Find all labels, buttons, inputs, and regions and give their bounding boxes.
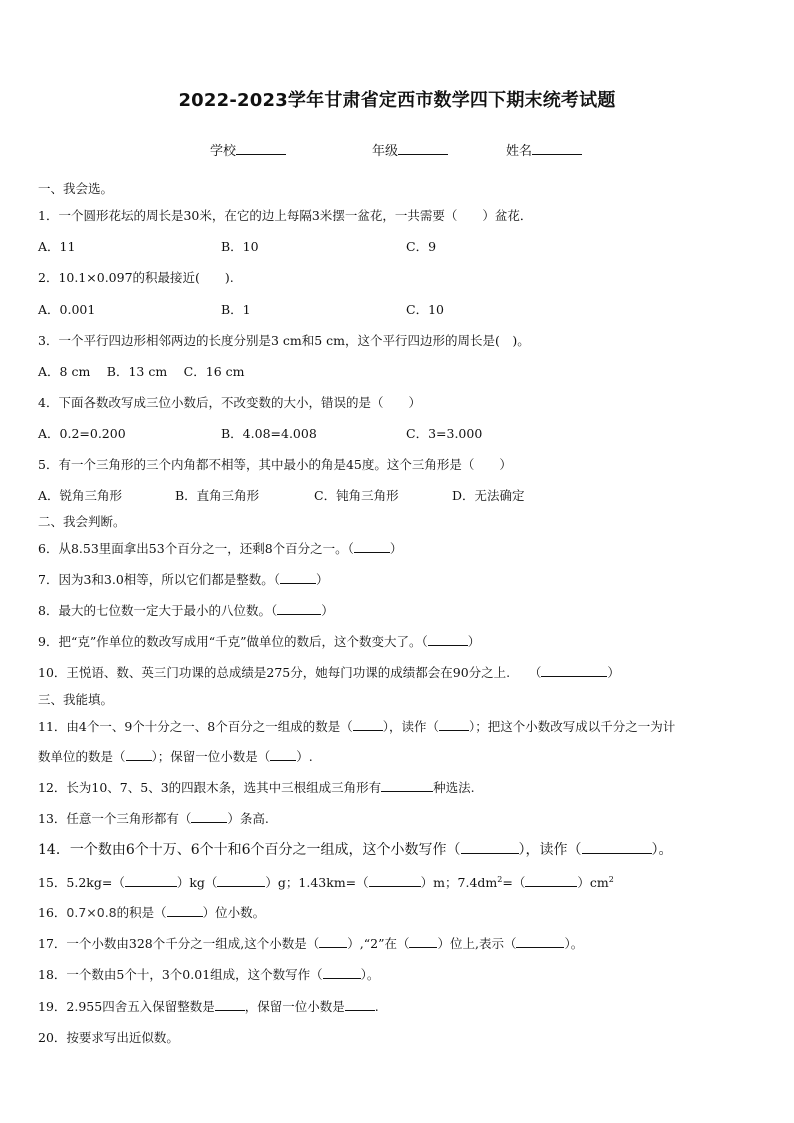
- question-16: 16．0.7×0.8的积是（ ）位小数。: [38, 905, 266, 920]
- answer-blank[interactable]: [191, 811, 227, 823]
- answer-blank[interactable]: [516, 936, 564, 948]
- q1-option-c: C．9: [406, 239, 437, 254]
- question-11: 11．由4个一、9个十分之一、8个百分之一组成的数是（ ），读作（ ）；把这个小数改写成以千分之一为计: [38, 719, 676, 734]
- question-3: 3．一个平行四边形相邻两边的长度分别是3 cm和5 cm，这个平行四边形的周长是( )。: [38, 333, 530, 348]
- question-4: 4．下面各数改写成三位小数后，不改变数的大小，错误的是（ ）: [38, 395, 421, 410]
- answer-blank[interactable]: [353, 719, 383, 731]
- answer-blank[interactable]: [439, 719, 469, 731]
- answer-blank[interactable]: [582, 842, 652, 854]
- question-11-cont: 数单位的数是（ ）；保留一位小数是（ ）.: [38, 749, 313, 764]
- answer-blank[interactable]: [125, 875, 177, 887]
- answer-blank[interactable]: [525, 875, 577, 887]
- q1-option-a: A．11: [38, 239, 76, 254]
- question-12: 12．长为10、7、5、3的四跟木条，选其中三根组成三角形有 种选法.: [38, 780, 475, 795]
- q4-option-a: A．0.2=0.200: [38, 426, 126, 441]
- question-6: 6．从8.53里面拿出53个百分之一，还剩8个百分之一。（ ）: [38, 541, 403, 556]
- answer-blank[interactable]: [541, 665, 607, 677]
- section-heading-fill: 三、我能填。: [38, 692, 114, 707]
- question-7: 7．因为3和3.0相等，所以它们都是整数。（ ）: [38, 572, 329, 587]
- question-15: 15．5.2kg=（ ）kg（ ）g；1.43km=（ ）m；$7.4dm^2=$（ ）$cm^2$: [38, 874, 614, 890]
- answer-blank[interactable]: [461, 842, 519, 854]
- question-18: 18．一个数由5个十，3个0.01组成，这个数写作（ ）。: [38, 967, 380, 982]
- q4-option-c: C．3=3.000: [406, 426, 483, 441]
- answer-blank[interactable]: [319, 936, 347, 948]
- answer-blank[interactable]: [428, 634, 468, 646]
- answer-blank[interactable]: [277, 603, 321, 615]
- answer-blank[interactable]: [354, 541, 390, 553]
- answer-blank[interactable]: [345, 999, 375, 1011]
- answer-blank[interactable]: [409, 936, 437, 948]
- answer-blank[interactable]: [270, 749, 296, 761]
- question-2: 2．10.1×0.097的积最接近( ).: [38, 270, 234, 285]
- q4-option-b: B．4.08=4.008: [221, 426, 317, 441]
- answer-blank[interactable]: [280, 572, 316, 584]
- question-10: 10．王悦语、数、英三门功课的总成绩是275分，她每门功课的成绩都会在90分之上. （ ）: [38, 665, 620, 680]
- q5-option-d: D．无法确定: [452, 488, 525, 503]
- question-5: 5．有一个三角形的三个内角都不相等，其中最小的角是45度。这个三角形是（ ）: [38, 457, 512, 472]
- section-heading-choice: 一、我会选。: [38, 181, 114, 196]
- q5-option-b: B．直角三角形: [175, 488, 260, 503]
- question-13: 13．任意一个三角形都有（ ）条高.: [38, 811, 269, 826]
- answer-blank[interactable]: [215, 999, 245, 1011]
- question-1: 1．一个圆形花坛的周长是30米，在它的边上每隔3米摆一盆花，一共需要（ ）盆花．: [38, 208, 533, 223]
- q2-option-c: C．10: [406, 302, 444, 317]
- school-field: 学校: [210, 140, 286, 159]
- name-field: 姓名: [506, 140, 582, 159]
- question-17: 17．一个小数由328个千分之一组成,这个小数是（ ）,“2”在（ ）位上,表示（ ）。: [38, 936, 584, 951]
- question-19: 19．2.955四舍五入保留整数是 ，保留一位小数是 .: [38, 999, 379, 1014]
- q2-option-b: B．1: [221, 302, 251, 317]
- answer-blank[interactable]: [369, 875, 421, 887]
- q5-option-c: C．钝角三角形: [314, 488, 399, 503]
- answer-blank[interactable]: [381, 780, 433, 792]
- q2-option-a: A．0.001: [38, 302, 96, 317]
- question-14: 14．一个数由6个十万、6个十和6个百分之一组成，这个小数写作（ ），读作（ ）。: [38, 842, 673, 858]
- question-8: 8．最大的七位数一定大于最小的八位数。（ ）: [38, 603, 334, 618]
- answer-blank[interactable]: [167, 905, 203, 917]
- answer-blank[interactable]: [126, 749, 152, 761]
- answer-blank[interactable]: [323, 967, 361, 979]
- exam-title: 2022-2023学年甘肃省定西市数学四下期末统考试题: [178, 90, 616, 111]
- q5-option-a: A．锐角三角形: [38, 488, 123, 503]
- q3-options: A．8 cm B．13 cm C．16 cm: [38, 364, 245, 379]
- grade-field: 年级: [372, 140, 448, 159]
- q1-option-b: B．10: [221, 239, 259, 254]
- question-9: 9．把“克”作单位的数改写成用“千克”做单位的数后，这个数变大了。（ ）: [38, 634, 481, 649]
- question-20: 20．按要求写出近似数。: [38, 1030, 179, 1045]
- section-heading-judge: 二、我会判断。: [38, 514, 126, 529]
- answer-blank[interactable]: [217, 875, 265, 887]
